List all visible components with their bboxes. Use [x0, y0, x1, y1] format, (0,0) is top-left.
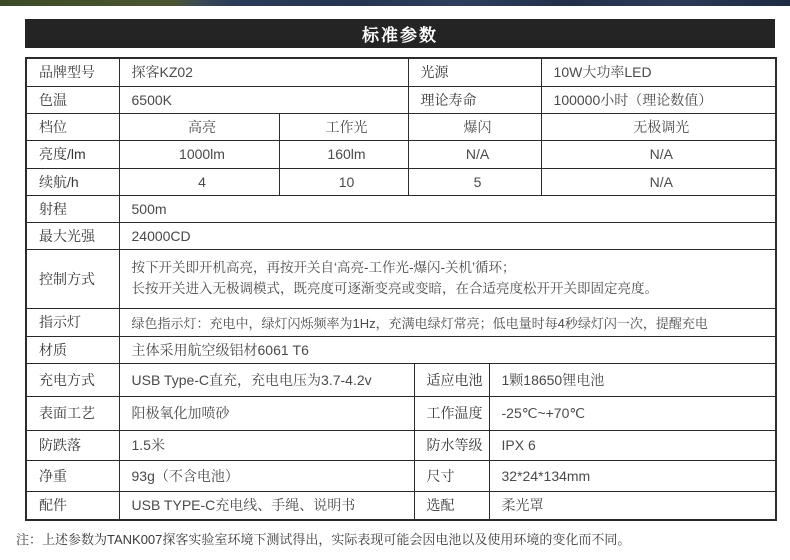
runtime-work: 10 — [279, 168, 408, 195]
runtime-strobe: 5 — [408, 168, 541, 195]
waterproof-value: IPX 6 — [489, 430, 776, 460]
peak-intensity-value: 24000CD — [119, 222, 776, 249]
brand-value: 探客KZ02 — [119, 58, 408, 86]
color-temp-label: 色温 — [26, 86, 119, 113]
waterproof-label: 防水等级 — [414, 430, 489, 460]
charging-label: 充电方式 — [26, 363, 119, 396]
control-label: 控制方式 — [26, 249, 119, 308]
indicator-label: 指示灯 — [26, 308, 119, 336]
row-modes — [26, 113, 776, 140]
mode-stepless: 无极调光 — [541, 113, 776, 140]
control-line-1: 按下开关即开机高亮，再按开关自‘高亮-工作光-爆闪-关机’循环； — [131, 259, 516, 275]
temp-value: -25℃~+70℃ — [489, 396, 776, 430]
battery-label: 适应电池 — [414, 363, 489, 396]
drop-value: 1.5米 — [119, 430, 414, 460]
beam-distance-label: 射程 — [26, 195, 119, 222]
material-label: 材质 — [26, 336, 119, 363]
surface-value: 阳极氧化加喷砂 — [119, 396, 414, 430]
footnote: 注：上述参数为TANK007探客实验室环境下测试得出，实际表现可能会因电池以及使用环境的变化而不同。 — [16, 532, 631, 547]
runtime-label: 续航/h — [26, 168, 119, 195]
accessories-value: USB TYPE-C充电线、手绳、说明书 — [119, 491, 414, 520]
brightness-label: 亮度/lm — [26, 140, 119, 168]
mode-high: 高亮 — [119, 113, 279, 140]
battery-value: 1颗18650锂电池 — [489, 363, 776, 396]
brightness-strobe: N/A — [408, 140, 541, 168]
light-source-value: 10W大功率LED — [541, 58, 776, 86]
control-value — [119, 249, 776, 308]
row-brand — [26, 58, 776, 86]
surface-label: 表面工艺 — [26, 396, 119, 430]
drop-label: 防跌落 — [26, 430, 119, 460]
indicator-value: 绿色指示灯：充电中，绿灯闪烁频率为1Hz，充满电绿灯常亮；低电量时每4秒绿灯闪一次，提醒充电 — [119, 308, 776, 336]
row-weight — [26, 460, 776, 491]
section-title-bar — [25, 19, 775, 48]
row-brightness — [26, 140, 776, 168]
modes-label: 档位 — [26, 113, 119, 140]
brightness-high: 1000lm — [119, 140, 279, 168]
row-material — [26, 336, 776, 363]
charging-value: USB Type-C直充，充电电压为3.7-4.2v — [119, 363, 414, 396]
size-value: 32*24*134mm — [489, 460, 776, 491]
row-beam-distance — [26, 195, 776, 222]
optional-value: 柔光罩 — [489, 491, 776, 520]
weight-value: 93g（不含电池） — [119, 460, 414, 491]
row-surface — [26, 396, 776, 430]
lifespan-value: 100000小时（理论数值） — [541, 86, 776, 113]
row-indicator — [26, 308, 776, 336]
control-line-2: 长按开关进入无极调模式，既亮度可逐渐变亮或变暗，在合适亮度松开开关即固定亮度。 — [131, 280, 658, 296]
row-drop — [26, 430, 776, 460]
row-peak-intensity — [26, 222, 776, 249]
row-charging — [26, 363, 776, 396]
brightness-work: 160lm — [279, 140, 408, 168]
mode-strobe: 爆闪 — [408, 113, 541, 140]
lifespan-label: 理论寿命 — [408, 86, 541, 113]
page-title: 标准参数 — [362, 26, 438, 45]
row-runtime — [26, 168, 776, 195]
size-label: 尺寸 — [414, 460, 489, 491]
row-control — [26, 249, 776, 308]
accessories-label: 配件 — [26, 491, 119, 520]
material-value: 主体采用航空级铝材6061 T6 — [119, 336, 776, 363]
product-photo-edge — [0, 0, 790, 6]
optional-label: 选配 — [414, 491, 489, 520]
row-color-temp — [26, 86, 776, 113]
row-accessories — [26, 491, 776, 520]
weight-label: 净重 — [26, 460, 119, 491]
peak-intensity-label: 最大光强 — [26, 222, 119, 249]
brand-label: 品牌型号 — [26, 58, 119, 86]
light-source-label: 光源 — [408, 58, 541, 86]
runtime-high: 4 — [119, 168, 279, 195]
mode-work: 工作光 — [279, 113, 408, 140]
spec-table — [25, 57, 777, 521]
temp-label: 工作温度 — [414, 396, 489, 430]
color-temp-value: 6500K — [119, 86, 408, 113]
beam-distance-value: 500m — [119, 195, 776, 222]
runtime-stepless: N/A — [541, 168, 776, 195]
brightness-stepless: N/A — [541, 140, 776, 168]
